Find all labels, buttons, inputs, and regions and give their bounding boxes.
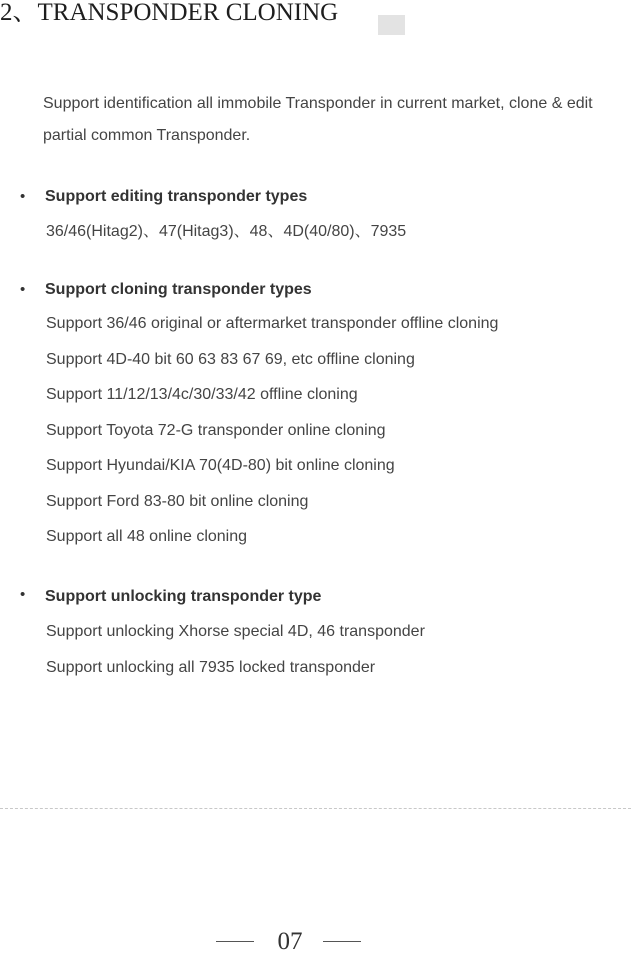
section-title: Support editing transponder types [45,188,308,205]
footer-line-left [216,941,254,942]
list-item: Support 4D-40 bit 60 63 83 67 69, etc offline cloning [46,350,415,368]
list-item: Support 36/46 original or aftermarket transponder offline cloning [46,315,499,332]
section-items [46,214,406,250]
title-decoration [378,15,405,35]
list-item: Support unlocking all 7935 locked transponder [46,658,376,676]
list-item: Support Ford 83-80 bit online cloning [46,492,309,510]
footer-divider [0,808,631,809]
list-item: Support unlocking Xhorse special 4D, 46 transponder [46,623,425,640]
section-items [46,306,498,555]
section-title: Support cloning transponder types [45,281,312,298]
page-number: 07 [277,928,303,955]
list-item: Support Toyota 72-G transponder online cloning [46,421,386,439]
bullet-icon: • [20,281,26,298]
list-item: Support all 48 online cloning [46,528,248,545]
list-item: Support Hyundai/KIA 70(4D-80) bit online cloning [46,457,395,474]
section-title: Support unlocking transponder type [45,588,322,605]
list-item: Support 11/12/13/4c/30/33/42 offline cloning [46,386,358,403]
section-items [46,614,425,685]
intro-paragraph: Support identification all immobile Transponder in current market, clone & edit partial common Transponder. [43,95,593,144]
footer-line-right [323,941,361,942]
bullet-icon: • [20,188,26,205]
list-item: 36/46(Hitag2)、47(Hitag3)、48、4D(40/80)、7935 [46,223,407,240]
page-title: 2、TRANSPONDER CLONING [0,0,339,26]
bullet-icon: • [20,586,26,603]
